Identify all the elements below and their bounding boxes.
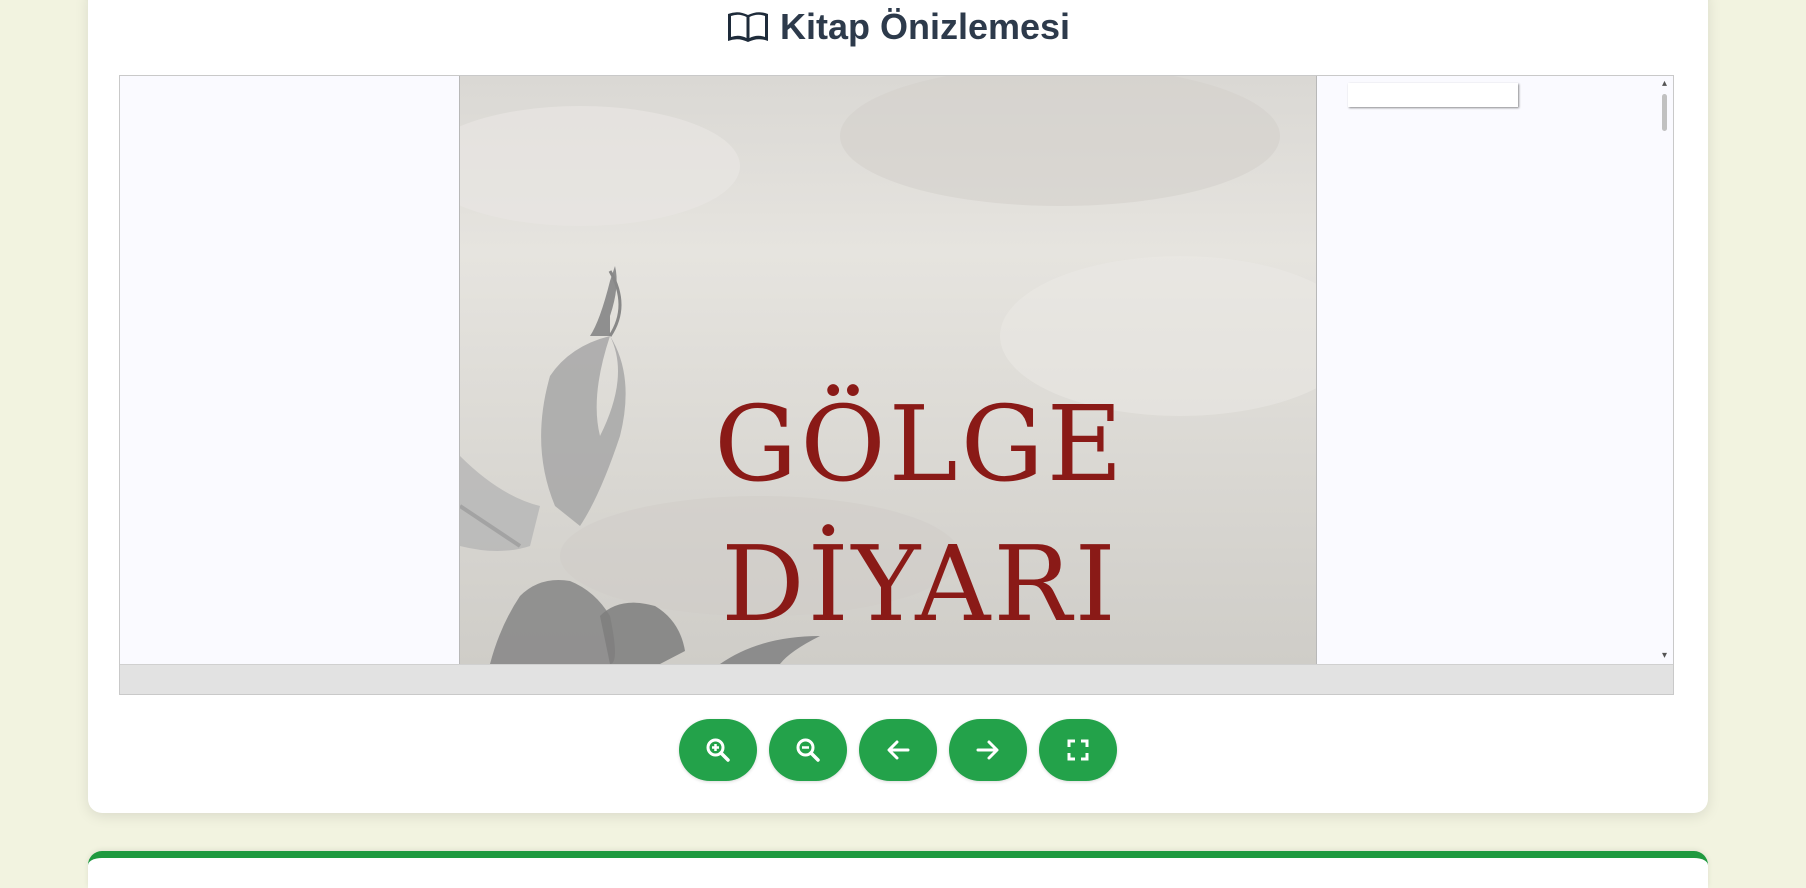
previous-page-button[interactable] (859, 719, 937, 781)
scroll-thumb[interactable] (1662, 94, 1667, 131)
horizontal-scrollbar[interactable] (120, 664, 1673, 695)
zoom-out-button[interactable] (769, 719, 847, 781)
book-preview-card (88, 0, 1708, 813)
arrow-right-icon (976, 739, 1000, 761)
next-section-card (88, 851, 1708, 888)
zoom-in-icon (705, 737, 731, 763)
zoom-in-button[interactable] (679, 719, 757, 781)
book-viewer[interactable] (119, 75, 1674, 695)
vertical-scrollbar[interactable] (1656, 76, 1673, 664)
arrow-left-icon (886, 739, 910, 761)
page-title (88, 6, 1708, 48)
book-cover-page (459, 76, 1317, 664)
fullscreen-icon (1066, 738, 1090, 762)
page-title-text: Kitap Önizlemesi (779, 6, 1071, 47)
cover-title-line-2: DİYARI (721, 523, 1119, 645)
viewer-controls (88, 719, 1708, 781)
open-book-icon (726, 8, 770, 46)
scroll-up-icon[interactable]: ▴ (1661, 78, 1668, 89)
zoom-out-icon (795, 737, 821, 763)
scroll-down-icon[interactable]: ▾ (1661, 650, 1668, 661)
next-page-button[interactable] (949, 719, 1027, 781)
viewer-viewport[interactable] (120, 76, 1656, 664)
fullscreen-button[interactable] (1039, 719, 1117, 781)
page-number-input[interactable] (1348, 83, 1518, 107)
cover-title-line-1: GÖLGE (714, 383, 1126, 505)
